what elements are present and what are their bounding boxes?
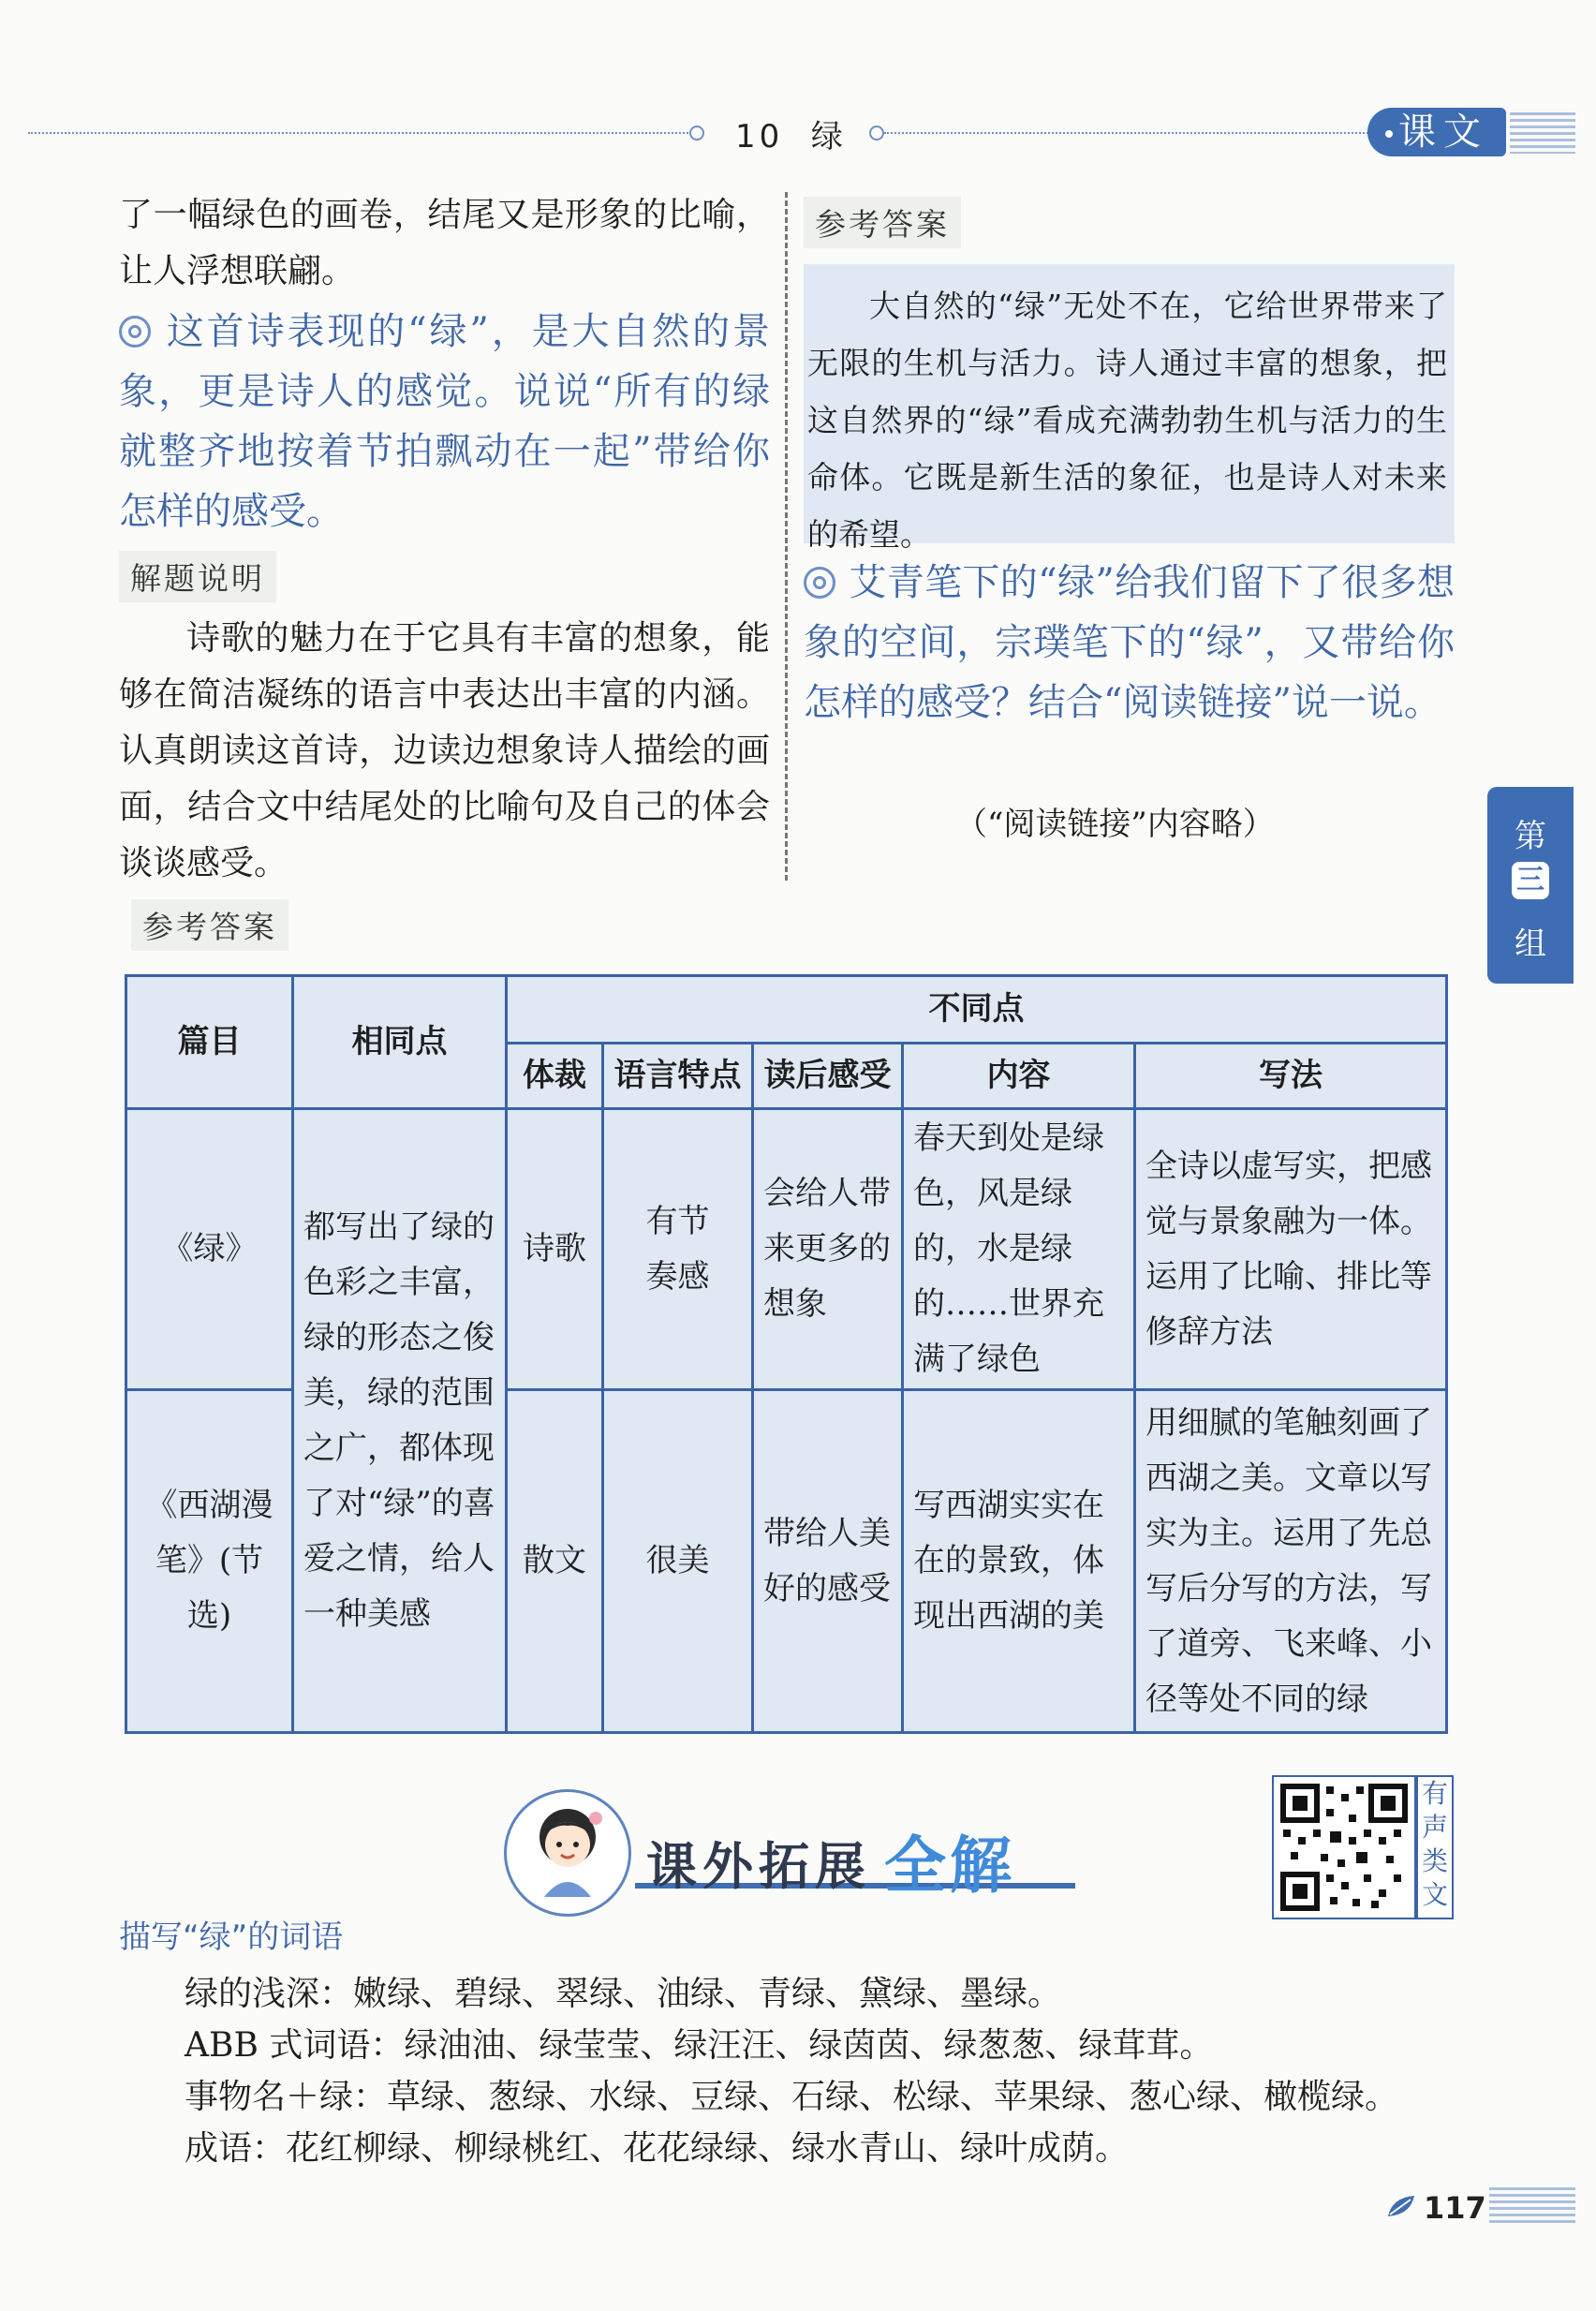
lesson-heading: 10 绿: [735, 118, 847, 156]
leaf-icon: [1386, 2192, 1418, 2224]
page-number: 117: [1424, 2190, 1486, 2226]
green-words-heading: 描写“绿”的词语: [119, 1918, 344, 1956]
intro-text: 了一幅绿色的画卷，结尾又是形象的比喻，让人浮想联翩。: [119, 196, 770, 290]
row2-feeling: 带给人美好的感受: [753, 1390, 903, 1733]
banner-title-accent: 全解: [884, 1830, 1015, 1902]
comparison-table-wrap: [125, 974, 1445, 1731]
word-line-object-green: 事物名＋绿：草绿、葱绿、水绿、豆绿、石绿、松绿、苹果绿、葱心绿、橄榄绿。: [185, 2078, 1399, 2116]
girl-avatar-icon: [504, 1789, 631, 1917]
comparison-table: [125, 974, 1448, 1734]
header-diff: 不同点: [507, 976, 1447, 1044]
swirl-question-icon: [119, 316, 151, 348]
header-title: 篇目: [126, 976, 293, 1109]
word-line-abb: ABB 式词语：绿油油、绿莹莹、绿汪汪、绿茵茵、绿葱葱、绿茸茸。: [185, 2026, 1214, 2065]
answer-text: 大自然的“绿”无处不在，它给世界带来了无限的生机与活力。诗人通过丰富的想象，把这自然界的“绿”看成充满勃勃生机与活力的生命体。它既是新生活的象征，也是诗人对未来的希望。: [807, 288, 1447, 553]
header-genre: 体裁: [507, 1044, 603, 1109]
header-language: 语言特点: [603, 1044, 753, 1109]
header-method: 写法: [1135, 1044, 1447, 1109]
footer-stripes: [1489, 2187, 1575, 2223]
question-compare-green: 艾青笔下的“绿”给我们留下了很多想象的空间，宗璞笔下的“绿”，又带给你怎样的感受？结合“阅读链接”说一说。: [804, 561, 1455, 724]
side-tab-bottom: 组: [1515, 926, 1546, 963]
row1-language: 有节奏感: [603, 1109, 753, 1390]
row2-title: 《西湖漫笔》(节选): [126, 1390, 293, 1733]
side-tab-top: 第: [1515, 818, 1546, 855]
explanation-text: 诗歌的魅力在于它具有丰富的想象，能够在简洁凝练的语言中表达出丰富的内涵。认真朗读这首诗，边读边想象诗人描绘的画面，结合文中结尾处的比喻句及自己的体会谈谈感受。: [119, 619, 770, 882]
unit-side-tab: [1487, 787, 1574, 984]
side-tab-unit-number: 三: [1512, 862, 1549, 899]
header-rule-right: [884, 132, 1371, 134]
section-tab-lesson: 课文: [1367, 108, 1506, 156]
row2-genre: 散文: [507, 1390, 603, 1733]
row1-feeling: 会给人带来更多的想象: [753, 1109, 903, 1390]
explanation-label: 解题说明: [119, 551, 276, 602]
header-stripes: [1510, 112, 1575, 154]
header-feeling: 读后感受: [753, 1044, 903, 1109]
row2-content: 写西湖实实在在的景致，体现出西湖的美: [903, 1390, 1135, 1733]
same-points: 都写出了绿的色彩之丰富，绿的形态之俊美，绿的范围之广，都体现了对“绿”的喜爱之情，给人一种美感: [293, 1109, 507, 1733]
row1-method: 全诗以虚写实，把感觉与景象融为一体。运用了比喻、排比等修辞方法: [1135, 1109, 1447, 1390]
header-content: 内容: [903, 1044, 1135, 1109]
header-same: 相同点: [293, 976, 507, 1109]
word-line-idioms: 成语：花红柳绿、柳绿桃红、花花绿绿、绿水青山、绿叶成荫。: [185, 2129, 1130, 2168]
table-row: [126, 1109, 1447, 1390]
banner-title: 课外拓展: [646, 1837, 871, 1896]
reading-link-note: （“阅读链接”内容略）: [955, 806, 1275, 843]
answer-label: 参考答案: [804, 197, 961, 248]
row1-genre: 诗歌: [507, 1109, 603, 1390]
header-rule-left: [28, 132, 695, 134]
row1-content: 春天到处是绿色，风是绿的，水是绿的……世界充满了绿色: [903, 1109, 1135, 1390]
qr-code-icon[interactable]: [1272, 1775, 1416, 1919]
row2-method: 用细腻的笔触刻画了西湖之美。文章以写实为主。运用了先总写后分写的方法，写了道旁、飞来峰、小径等处不同的绿: [1135, 1390, 1447, 1733]
answer-box: [804, 264, 1455, 553]
question-poem-feeling: 这首诗表现的“绿”，是大自然的景象，更是诗人的感觉。说说“所有的绿就整齐地按着节拍飘动在一起”带给你怎样的感受。: [119, 310, 770, 533]
bullet-dot-icon: [1385, 130, 1393, 138]
word-line-shades: 绿的浅深：嫩绿、碧绿、翠绿、油绿、青绿、黛绿、墨绿。: [185, 1975, 1062, 2013]
row1-title: 《绿》: [126, 1109, 293, 1390]
swirl-question-icon: [804, 567, 835, 599]
column-divider: [785, 192, 788, 881]
qr-audio-label: 有声类文: [1416, 1775, 1454, 1919]
row2-language: 很美: [603, 1390, 753, 1733]
header-rule-left-end: [689, 126, 704, 141]
header-rule-right-start: [869, 126, 884, 141]
table-answer-label: 参考答案: [131, 899, 288, 951]
